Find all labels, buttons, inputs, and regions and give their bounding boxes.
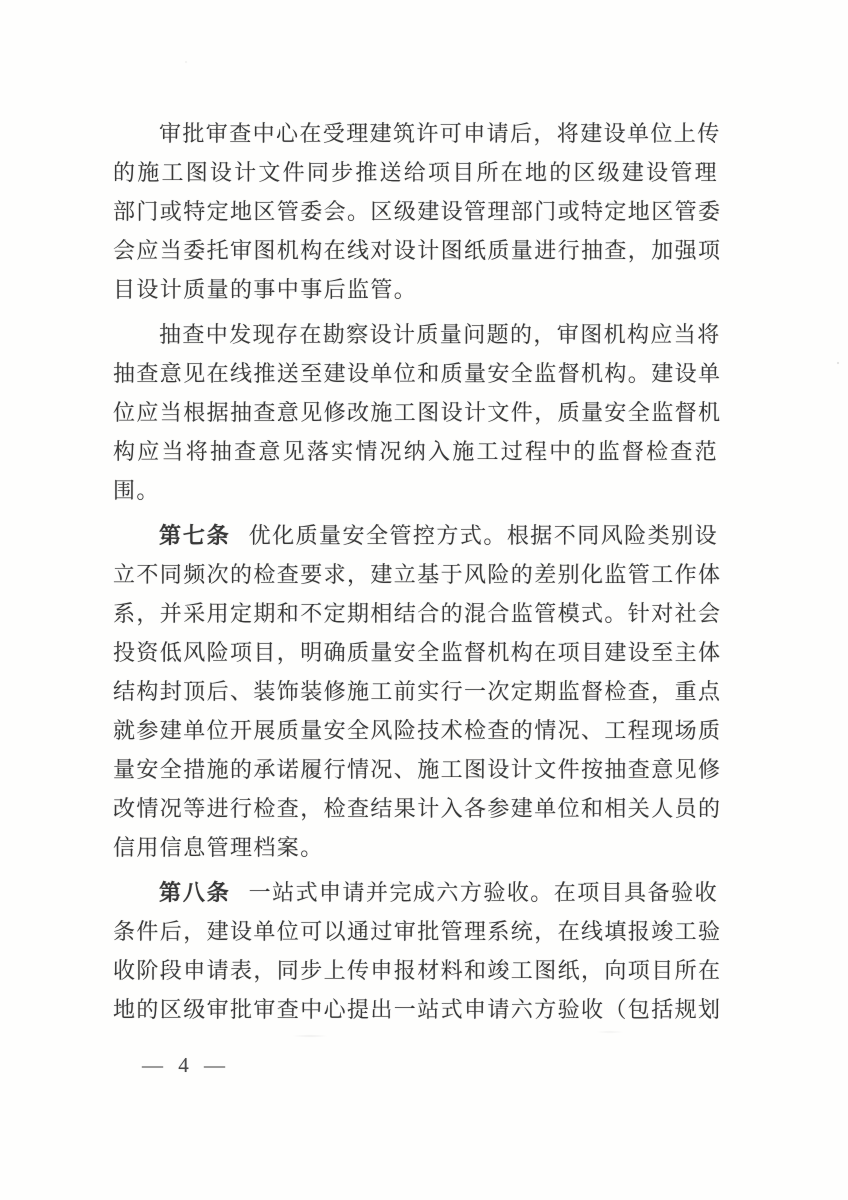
text-line: 地的区级审批审查中心提出一站式申请六方验收（包括规划	[113, 997, 722, 1022]
text-line: 结构封顶后、装饰装修施工前实行一次定期监督检查，重点	[113, 679, 722, 704]
text-line: 抽查意见在线推送至建设单位和质量安全监督机构。建设单	[113, 361, 722, 386]
text-line	[113, 873, 718, 912]
text-line: 量安全措施的承诺履行情况、施工图设计文件按抽查意见修	[113, 757, 722, 782]
line-text: 一站式申请并完成六方验收。在项目具备验收	[248, 880, 718, 905]
article-number: 第八条	[159, 880, 231, 905]
page-number: — 4 —	[142, 1053, 227, 1077]
text-line: 信用信息管理档案。	[113, 835, 324, 860]
text-line: 审批审查中心在受理建筑许可申请后，将建设单位上传	[159, 121, 721, 146]
text-line: 目设计质量的事中事后监管。	[113, 277, 418, 302]
text-line: 立不同频次的检查要求，建立基于风险的差别化监管工作体	[113, 562, 722, 587]
paragraph	[113, 315, 722, 510]
text-line: 围。	[113, 478, 160, 503]
text-line: 条件后，建设单位可以通过审批管理系统，在线填报竣工验	[113, 919, 722, 944]
text-line: 位应当根据抽查意见修改施工图设计文件，质量安全监督机	[113, 400, 722, 425]
text-line: 收阶段申请表，同步上传申报材料和竣工图纸，向项目所在	[113, 958, 722, 983]
text-line: 部门或特定地区管委会。区级建设管理部门或特定地区管委	[113, 199, 722, 224]
paragraph	[113, 873, 722, 1029]
document-body	[113, 114, 722, 1035]
text-line: 构应当将抽查意见落实情况纳入施工过程中的监督检查范	[113, 439, 718, 464]
text-line: 抽查中发现存在勘察设计质量问题的，审图机构应当将	[159, 322, 721, 347]
text-line: 就参建单位开展质量安全风险技术检查的情况、工程现场质	[113, 718, 722, 743]
text-line: 会应当委托审图机构在线对设计图纸质量进行抽查，加强项	[113, 238, 722, 263]
paragraph	[113, 114, 722, 309]
text-line: 改情况等进行检查，检查结果计入各参建单位和相关人员的	[113, 796, 722, 821]
line-text: 优化质量安全管控方式。根据不同风险类别设	[248, 523, 718, 548]
text-line: 的施工图设计文件同步推送给项目所在地的区级建设管理	[113, 160, 718, 185]
text-line: 投资低风险项目，明确质量安全监督机构在项目建设至主体	[113, 640, 722, 665]
text-line: 系，并采用定期和不定期相结合的混合监管模式。针对社会	[113, 601, 722, 626]
paragraph	[113, 516, 722, 867]
text-line	[113, 516, 718, 555]
article-number: 第七条	[159, 523, 231, 548]
